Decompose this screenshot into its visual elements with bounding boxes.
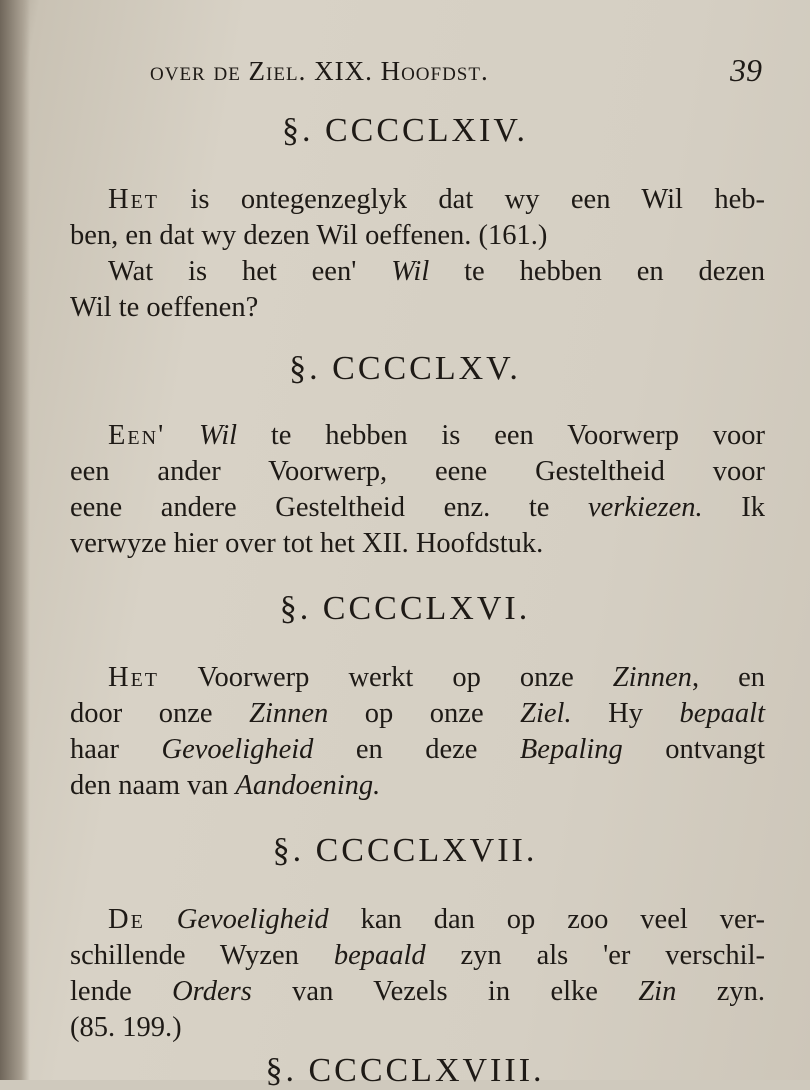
italic-term: bepaalt: [679, 698, 765, 729]
text-line: [70, 974, 765, 1010]
section-heading: §. CCCCLXVII.: [272, 832, 538, 869]
initial-word: Het: [108, 184, 160, 215]
italic-term: Bepaling: [519, 734, 623, 765]
text-line: [70, 660, 765, 696]
paragraph: [70, 418, 765, 562]
italic-term: bepaald: [333, 940, 426, 971]
paragraph: [70, 182, 765, 254]
line-text: zyn als 'er verschil-: [425, 940, 765, 971]
italic-term: Gevoeligheid: [176, 904, 329, 935]
text-line: [70, 490, 765, 526]
page-number: 39: [730, 52, 762, 88]
italic-term: Gevoeligheid: [161, 734, 314, 765]
text-line: [70, 254, 765, 290]
initial-word: De: [108, 904, 145, 935]
text-line: [70, 768, 765, 804]
italic-term: Zin: [638, 976, 677, 1007]
italic-term: Orders: [172, 976, 252, 1007]
text-line: [70, 902, 765, 938]
italic-term: Zinnen: [249, 698, 329, 729]
line-text: haar: [70, 734, 162, 765]
initial-word: Een': [108, 420, 166, 451]
text-line: [70, 732, 765, 768]
italic-term: Zinnen: [612, 662, 692, 693]
section-heading: §. CCCCLXVIII.: [265, 1052, 545, 1089]
text-line: [70, 182, 765, 218]
page-header: [150, 52, 770, 92]
line-text: is ontegenzeglyk dat wy een Wil heb-: [159, 184, 765, 215]
line-text: schillende Wyzen: [70, 940, 334, 971]
italic-term: Wil: [199, 420, 238, 451]
line-text: ontvangt: [622, 734, 765, 765]
section-heading: §. CCCCLXV.: [289, 350, 521, 387]
running-title: over de Ziel. XIX. Hoofdst.: [150, 56, 489, 86]
text-line: [70, 938, 765, 974]
text-line: een ander Voorwerp, eene Gesteltheid voor: [70, 456, 765, 487]
italic-term: Aandoening.: [235, 770, 381, 801]
text-line: ben, en dat wy dezen Wil oeffenen. (161.): [70, 220, 548, 251]
text-line: verwyze hier over tot het XII. Hoofdstuk.: [70, 528, 544, 559]
line-text: te hebben en dezen: [429, 256, 765, 287]
line-text: te hebben is een Voorwerp voor: [237, 420, 766, 451]
initial-word: Het: [108, 662, 160, 693]
line-text: eene andere Gesteltheid enz. te: [70, 492, 588, 523]
line-text: , en: [691, 662, 766, 693]
italic-term: Wil: [391, 256, 430, 287]
italic-term: Ziel.: [520, 698, 572, 729]
text-line: [70, 696, 765, 732]
line-text: kan dan op zoo veel ver-: [328, 904, 765, 935]
paragraph: [70, 660, 765, 804]
line-text: van Vezels in elke: [251, 976, 639, 1007]
text-line: Wil te oeffenen?: [70, 292, 259, 323]
book-spine-shadow: [0, 0, 30, 1080]
paragraph: [70, 254, 765, 326]
line-text: Wat is het een': [108, 256, 392, 287]
line-text: door onze: [70, 698, 250, 729]
line-text: zyn.: [676, 976, 765, 1007]
line-text: op onze: [328, 698, 521, 729]
text-line: (85. 199.): [70, 1012, 182, 1043]
paragraph: [70, 902, 765, 1046]
line-text: Hy: [571, 698, 680, 729]
section-heading: §. CCCCLXIV.: [281, 112, 529, 149]
line-text: Voorwerp werkt op onze: [159, 662, 613, 693]
italic-term: verkiezen.: [587, 492, 703, 523]
line-text: den naam van: [70, 770, 236, 801]
line-text: en deze: [313, 734, 520, 765]
line-text: Ik: [702, 492, 765, 523]
line-text: lende: [70, 976, 173, 1007]
section-heading: §. CCCCLXVI.: [279, 590, 531, 627]
text-line: [70, 418, 765, 454]
